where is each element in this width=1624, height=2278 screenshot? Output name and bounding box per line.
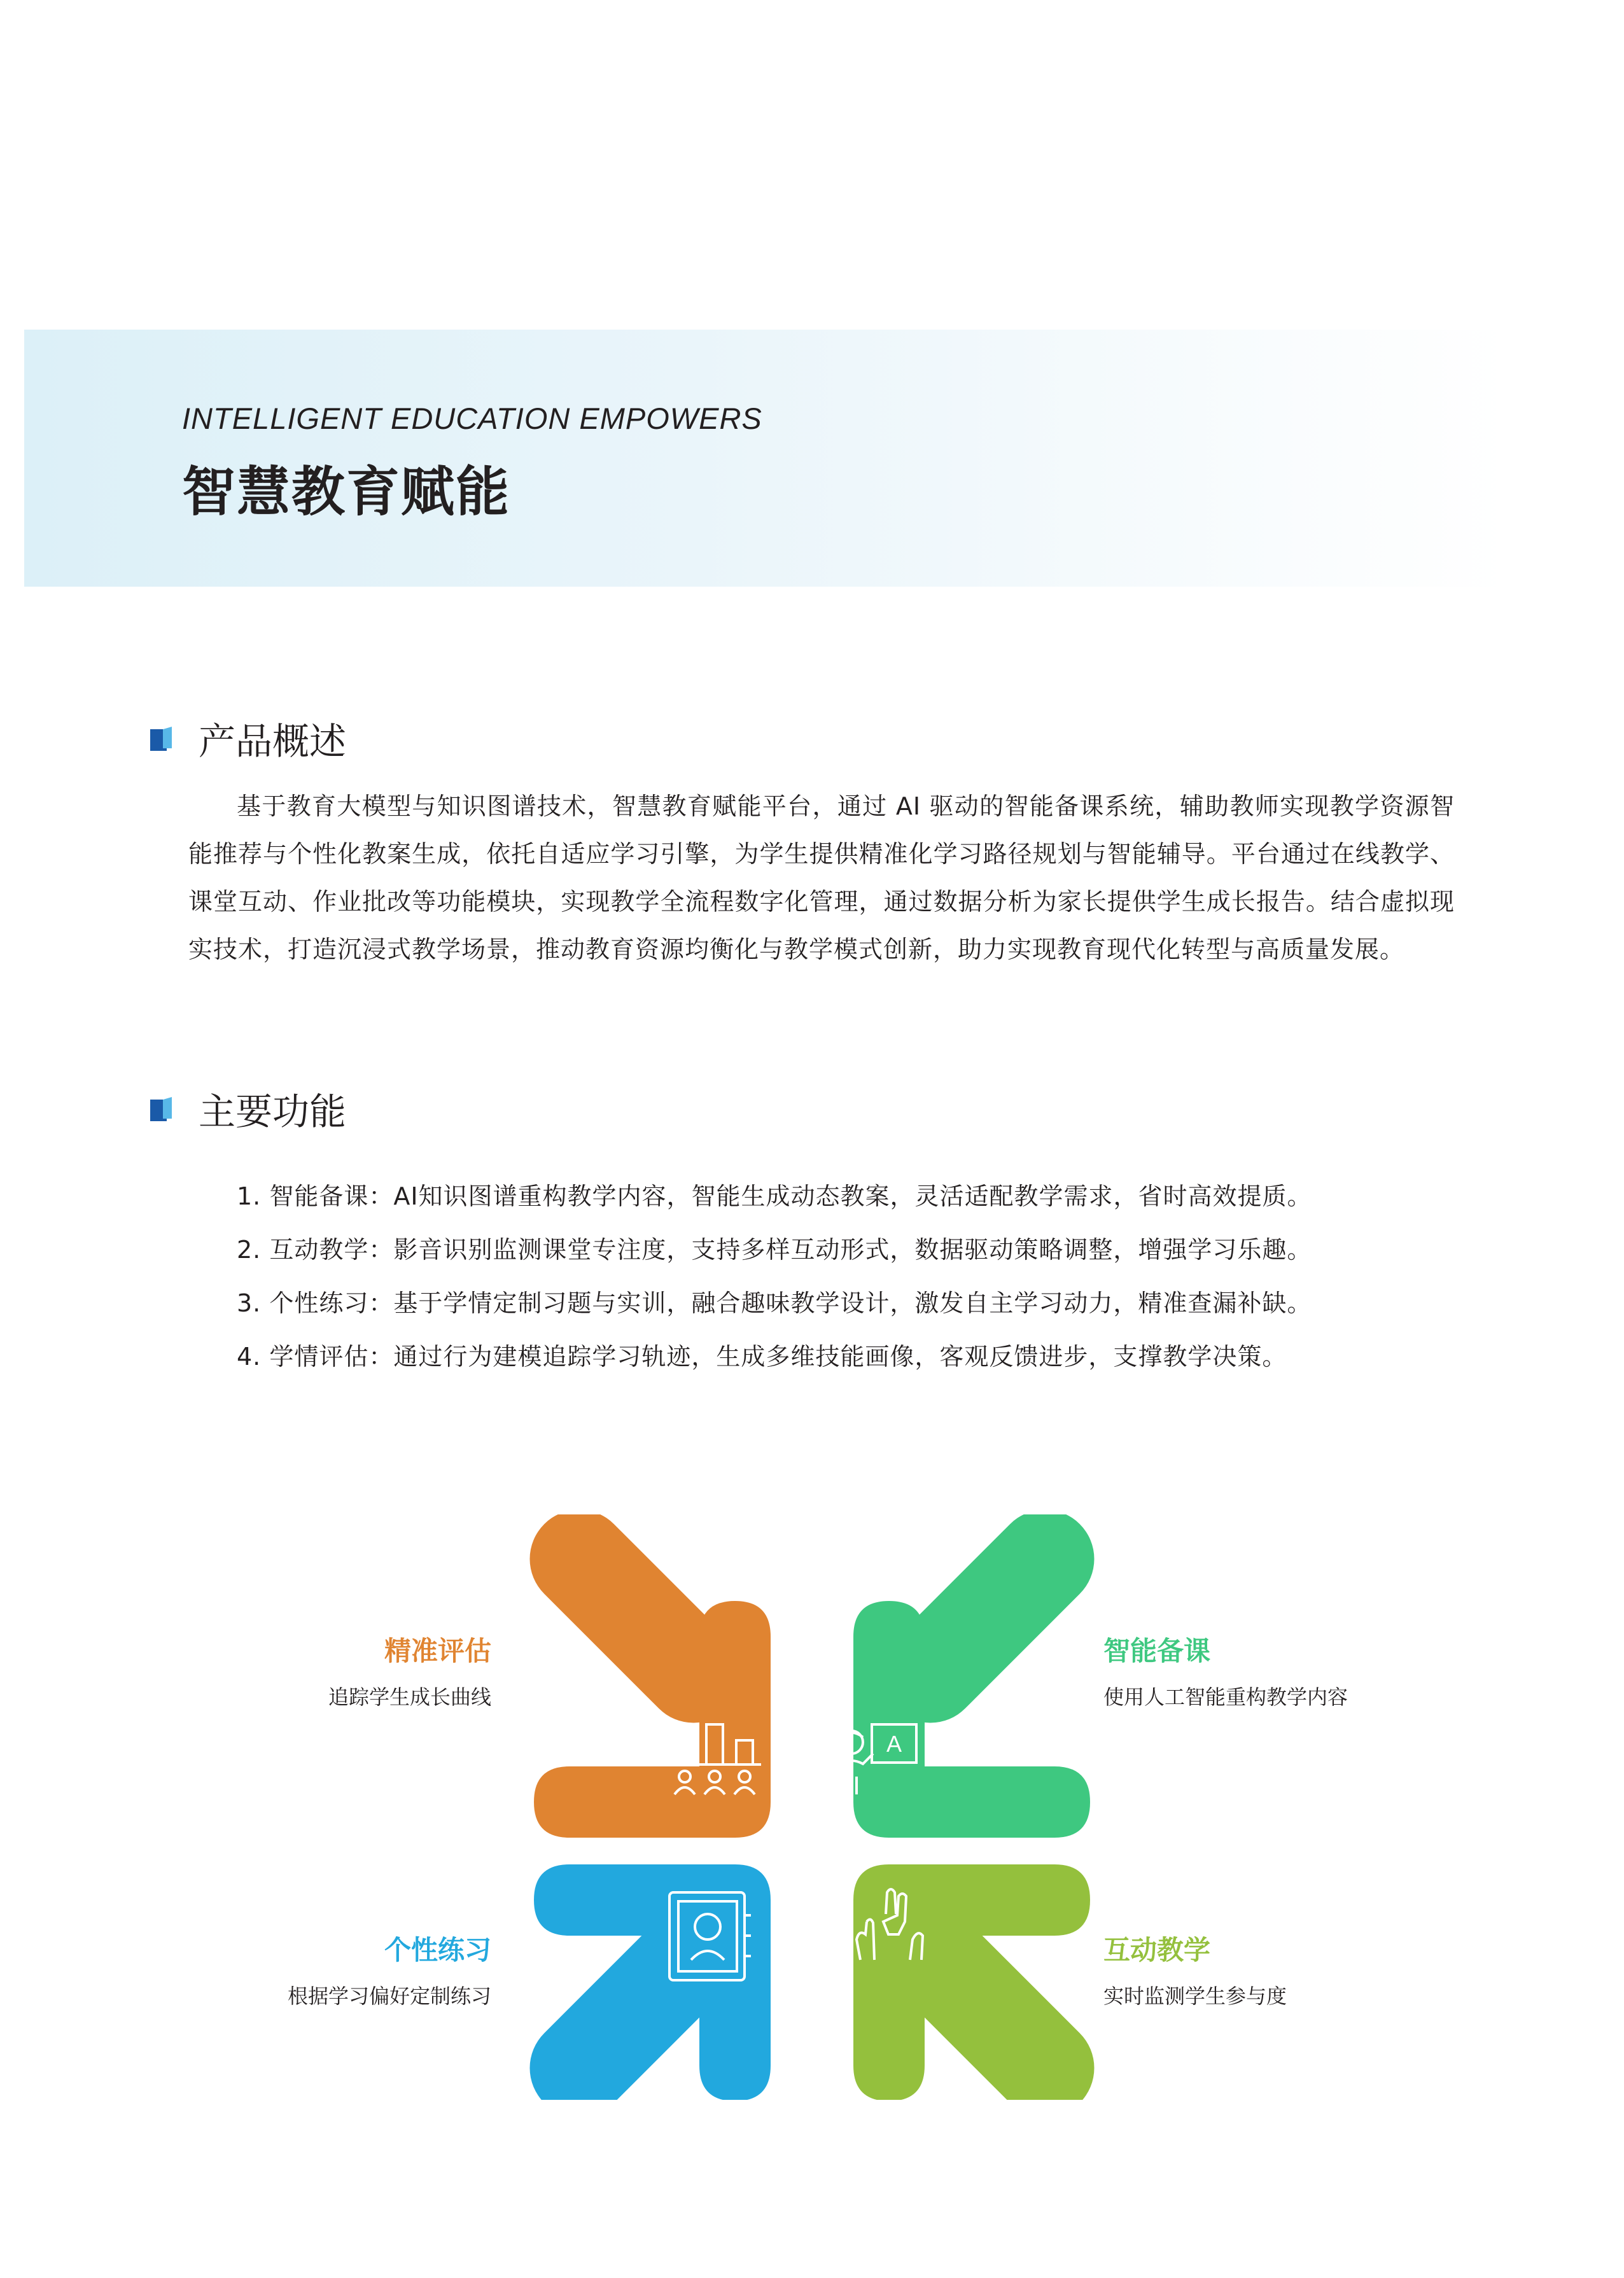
arrow-bottom-right	[853, 1864, 1090, 2100]
label-sub-top-right: 使用人工智能重构教学内容	[1103, 1685, 1348, 1709]
board-letter: A	[886, 1731, 902, 1757]
arrow-top-right	[853, 1559, 1090, 1838]
label-sub-top-left: 追踪学生成长曲线	[328, 1685, 491, 1709]
label-title-bottom-right: 互动教学	[1103, 1934, 1211, 1966]
section-title-overview: 产品概述	[199, 720, 347, 763]
feature-item: 3. 个性练习：基于学情定制习题与实训，融合趣味教学设计，激发自主学习动力，精准查漏补缺。	[237, 1289, 1312, 1317]
feature-list	[237, 1170, 1312, 1383]
arrow-top-left	[534, 1559, 771, 1838]
section-marker-icon	[150, 1097, 172, 1121]
label-title-top-right: 智能备课	[1103, 1635, 1211, 1667]
feature-item: 4. 学情评估：通过行为建模追踪学习轨迹，生成多维技能画像，客观反馈进步，支撑教学决策。	[237, 1343, 1287, 1371]
section-marker-icon	[150, 727, 172, 751]
section-title-features: 主要功能	[199, 1090, 347, 1133]
label-title-bottom-left: 个性练习	[384, 1934, 491, 1966]
overview-paragraph: 基于教育大模型与知识图谱技术，智慧教育赋能平台，通过 AI 驱动的智能备课系统，辅助教师实现教学资源智能推荐与个性化教案生成，依托自适应学习引擎，为学生提供精准化学习路径规划与智能辅导。平台通过在线教学、课堂互动、作业批改等功能模块，实现教学全流程数字化管理，通过数据分析为家长提供学生成长报告。结合虚拟现实技术，打造沉浸式教学场景，推动教育资源均衡化与教学模式创新，助力实现教育现代化转型与高质量发展。	[188, 792, 1455, 963]
feature-item: 2. 互动教学：影音识别监测课堂专注度，支持多样互动形式，数据驱动策略调整，增强学习乐趣。	[237, 1236, 1312, 1264]
label-title-top-left: 精准评估	[384, 1635, 491, 1667]
arrow-bottom-left	[534, 1864, 771, 2100]
feature-item: 1. 智能备课：AI知识图谱重构教学内容，智能生成动态教案，灵活适配教学需求，省时高效提质。	[237, 1182, 1312, 1210]
label-sub-bottom-right: 实时监测学生参与度	[1103, 1984, 1287, 2008]
banner-title-cn: 智慧教育赋能	[182, 461, 511, 523]
label-sub-bottom-left: 根据学习偏好定制练习	[287, 1984, 491, 2008]
four-arrow-diagram	[0, 1514, 1624, 2100]
banner-title-en: INTELLIGENT EDUCATION EMPOWERS	[182, 402, 762, 435]
